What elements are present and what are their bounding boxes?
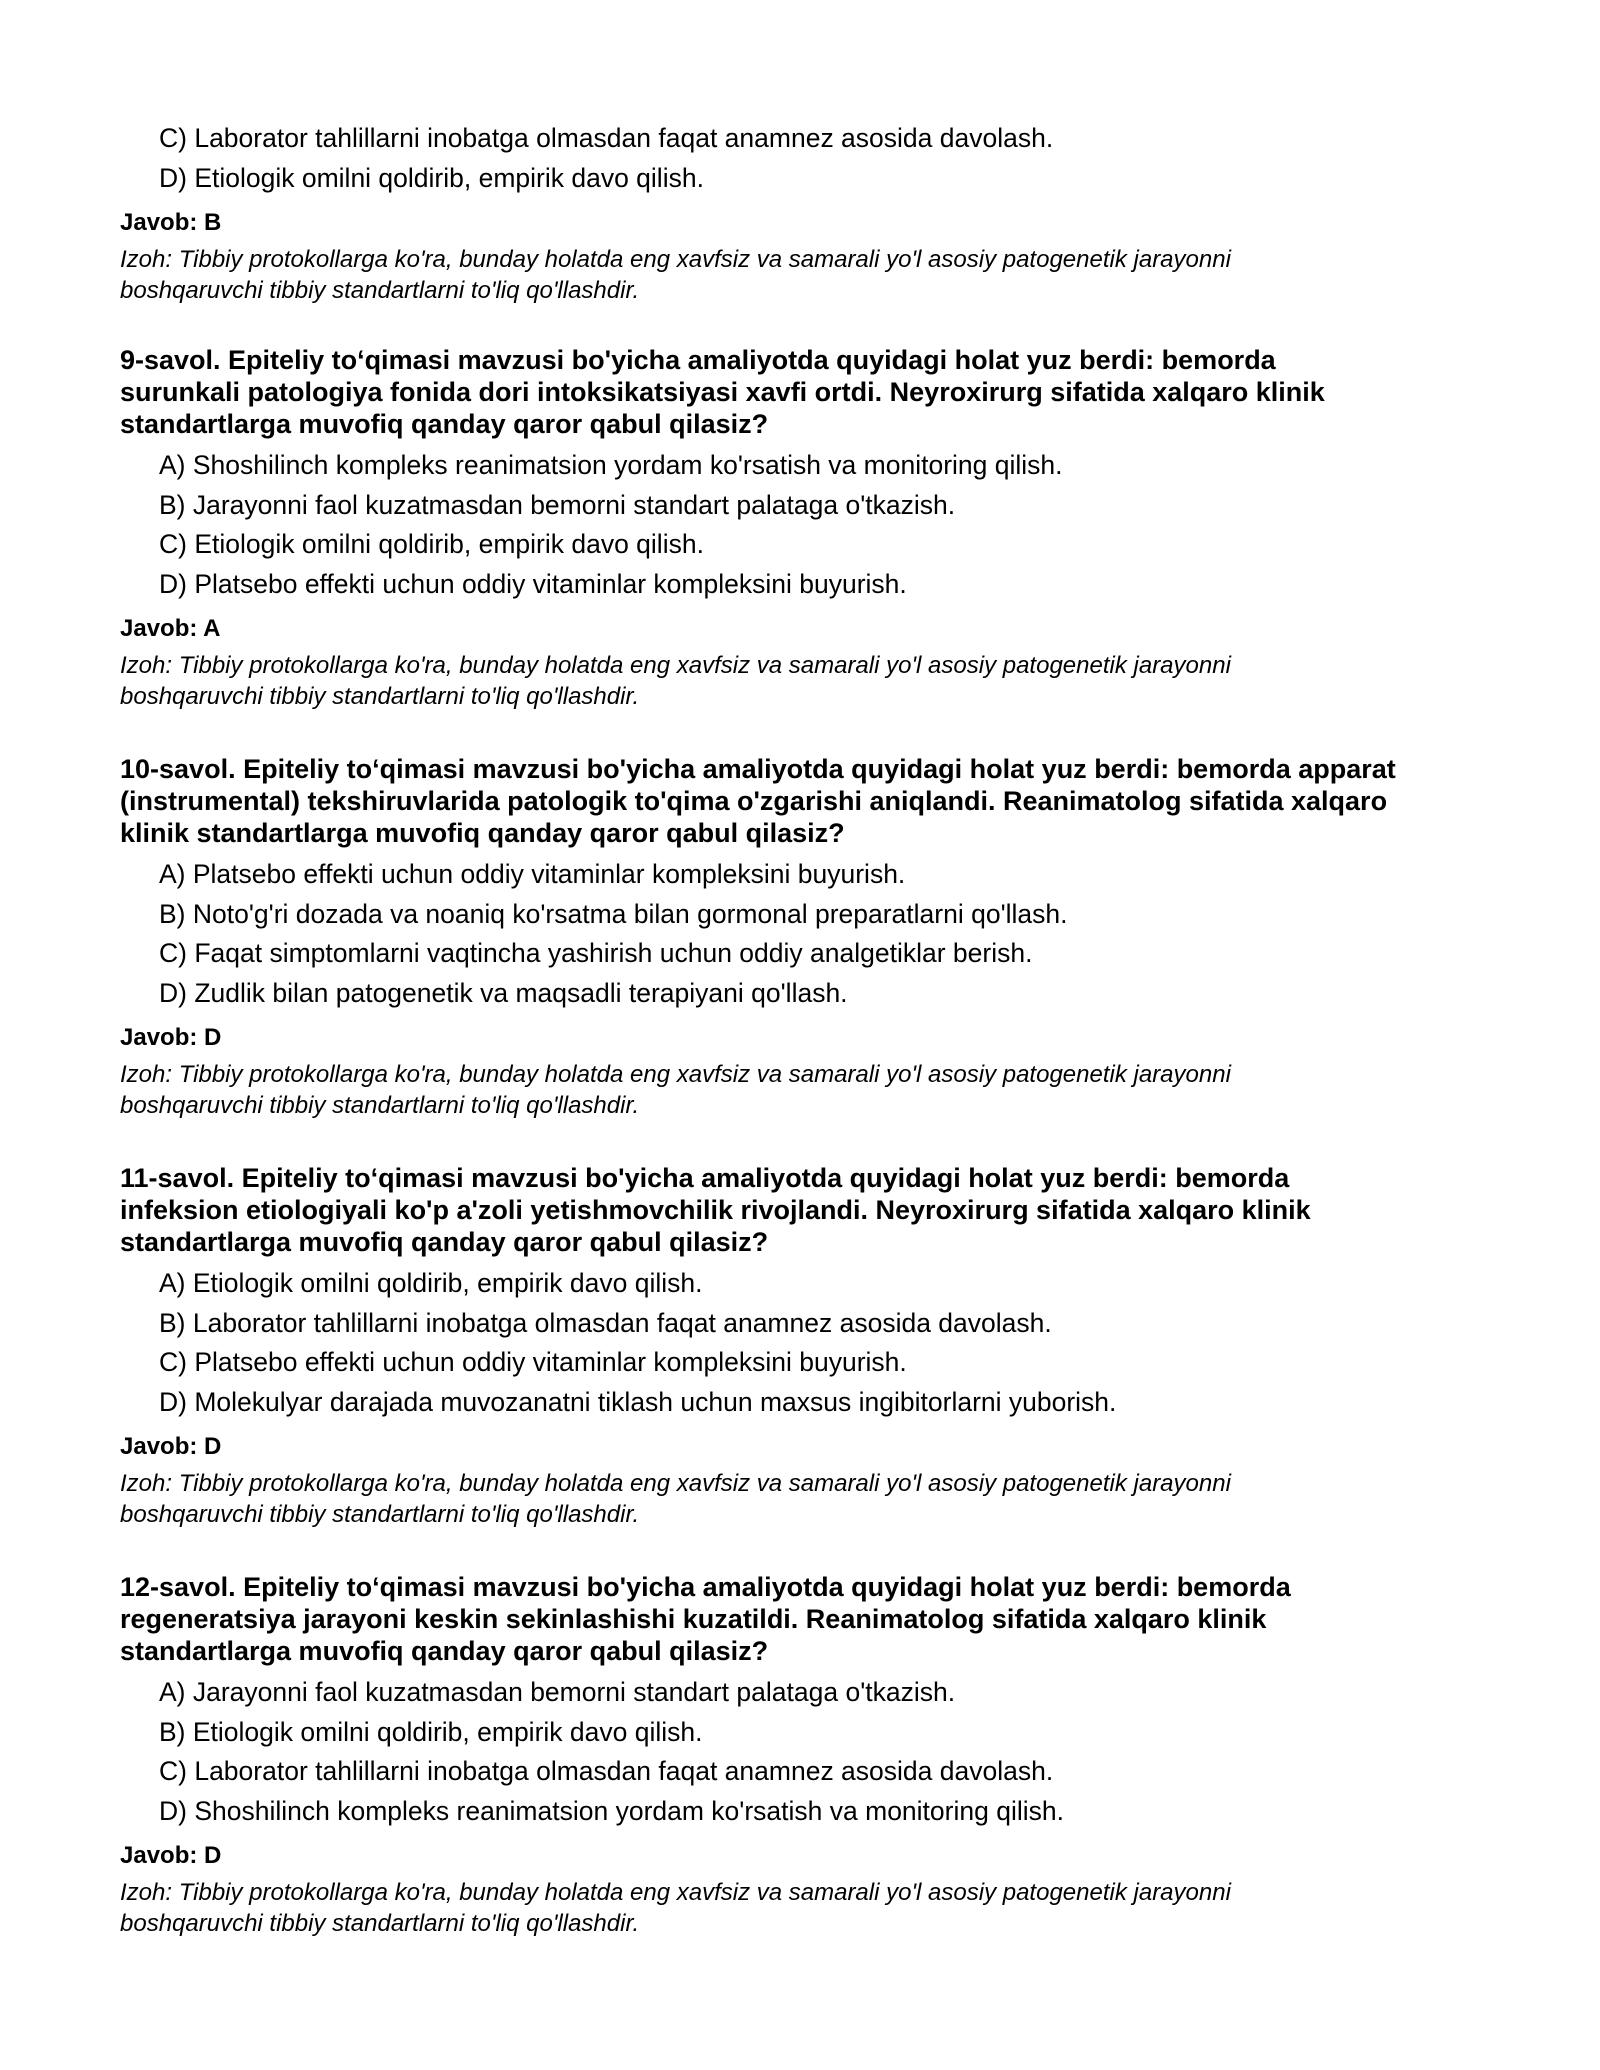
question-title-line: standartlarga muvofiq qanday qaror qabul qilasiz? bbox=[120, 1227, 769, 1257]
option-b: B) Etiologik omilni qoldirib, empirik davo qilish. bbox=[159, 1716, 703, 1747]
question-title bbox=[120, 753, 1500, 849]
note-line: Izoh: Tibbiy protokollarga ko'ra, bunday holatda eng xavfsiz va samarali yo'l asosiy patogenetik jarayonni bbox=[120, 246, 1231, 273]
option-c: C) Etiologik omilni qoldirib, empirik davo qilish. bbox=[159, 529, 704, 559]
answer-label: Javob: D bbox=[120, 1433, 222, 1460]
explanation-note bbox=[120, 1877, 1500, 1939]
explanation-note bbox=[120, 244, 1500, 306]
question-title bbox=[120, 1571, 1500, 1667]
question-title bbox=[120, 1162, 1500, 1258]
note-line: Izoh: Tibbiy protokollarga ko'ra, bunday holatda eng xavfsiz va samarali yo'l asosiy patogenetik jarayonni bbox=[120, 1470, 1231, 1497]
note-line: boshqaruvchi tibbiy standartlarni to'liq qo'llashdir. bbox=[120, 1092, 640, 1119]
option-c: C) Laborator tahlillarni inobatga olmasdan faqat anamnez asosida davolash. bbox=[159, 1756, 1054, 1786]
option-b: B) Laborator tahlillarni inobatga olmasdan faqat anamnez asosida davolash. bbox=[159, 1307, 1052, 1338]
question-title-line: 11-savol. Epiteliy to‘qimasi mavzusi bo'yicha amaliyotda quyidagi holat yuz berdi: bemorda bbox=[120, 1163, 1290, 1193]
question-title-line: infeksion etiologiyali ko'p a'zoli yetishmovchilik rivojlandi. Neyroxirurg sifatida xalqaro klinik bbox=[120, 1195, 1311, 1225]
question-title-line: regeneratsiya jarayoni keskin sekinlashishi kuzatildi. Reanimatolog sifatida xalqaro klinik bbox=[120, 1604, 1267, 1634]
question-title-line: 12-savol. Epiteliy to‘qimasi mavzusi bo'yicha amaliyotda quyidagi holat yuz berdi: bemorda bbox=[120, 1572, 1291, 1602]
question-11 bbox=[120, 1162, 1500, 1530]
option-a: A) Platsebo effekti uchun oddiy vitaminlar kompleksini buyurish. bbox=[159, 859, 906, 889]
answer-label: Javob: D bbox=[120, 1024, 222, 1051]
note-line: boshqaruvchi tibbiy standartlarni to'liq qo'llashdir. bbox=[120, 1910, 640, 1937]
question-9 bbox=[120, 344, 1500, 712]
previous-question-tail bbox=[120, 119, 1500, 306]
option-c: C) Laborator tahlillarni inobatga olmasdan faqat anamnez asosida davolash. bbox=[159, 123, 1054, 153]
answer-label: Javob: A bbox=[120, 615, 221, 642]
option-a: A) Shoshilinch kompleks reanimatsion yordam ko'rsatish va monitoring qilish. bbox=[159, 450, 1063, 480]
option-b: B) Noto'g'ri dozada va noaniq ko'rsatma bilan gormonal preparatlarni qo'llash. bbox=[159, 898, 1068, 929]
option-a: A) Etiologik omilni qoldirib, empirik davo qilish. bbox=[159, 1268, 703, 1298]
answer-label: Javob: D bbox=[120, 1842, 222, 1869]
option-d: D) Zudlik bilan patogenetik va maqsadli terapiyani qo'llash. bbox=[159, 977, 848, 1008]
option-c: C) Faqat simptomlarni vaqtincha yashirish uchun oddiy analgetiklar berish. bbox=[159, 938, 1033, 968]
question-title-line: standartlarga muvofiq qanday qaror qabul qilasiz? bbox=[120, 1636, 769, 1666]
option-d: D) Molekulyar darajada muvozanatni tiklash uchun maxsus ingibitorlarni yuborish. bbox=[159, 1386, 1117, 1417]
note-line: boshqaruvchi tibbiy standartlarni to'liq qo'llashdir. bbox=[120, 277, 640, 304]
question-12 bbox=[120, 1571, 1500, 1939]
question-title-line: surunkali patologiya fonida dori intoksikatsiyasi xavfi ortdi. Neyroxirurg sifatida xalqaro klinik bbox=[120, 377, 1325, 407]
note-line: boshqaruvchi tibbiy standartlarni to'liq qo'llashdir. bbox=[120, 1501, 640, 1528]
option-a: A) Jarayonni faol kuzatmasdan bemorni standart palataga o'tkazish. bbox=[159, 1677, 956, 1707]
option-d: D) Shoshilinch kompleks reanimatsion yordam ko'rsatish va monitoring qilish. bbox=[159, 1795, 1064, 1826]
question-title-line: 10-savol. Epiteliy to‘qimasi mavzusi bo'yicha amaliyotda quyidagi holat yuz berdi: bemorda apparat bbox=[120, 754, 1396, 784]
note-line: boshqaruvchi tibbiy standartlarni to'liq qo'llashdir. bbox=[120, 683, 640, 710]
question-10 bbox=[120, 753, 1500, 1121]
question-title-line: standartlarga muvofiq qanday qaror qabul qilasiz? bbox=[120, 409, 769, 439]
note-line: Izoh: Tibbiy protokollarga ko'ra, bunday holatda eng xavfsiz va samarali yo'l asosiy patogenetik jarayonni bbox=[120, 1879, 1231, 1906]
question-title-line: 9-savol. Epiteliy to‘qimasi mavzusi bo'yicha amaliyotda quyidagi holat yuz berdi: bemorda bbox=[120, 345, 1276, 375]
answer-label: Javob: B bbox=[120, 209, 222, 236]
question-title-line: klinik standartlarga muvofiq qanday qaror qabul qilasiz? bbox=[120, 818, 845, 848]
question-title bbox=[120, 344, 1500, 440]
explanation-note bbox=[120, 1468, 1500, 1530]
option-c: C) Platsebo effekti uchun oddiy vitaminlar kompleksini buyurish. bbox=[159, 1347, 907, 1377]
option-d: D) Etiologik omilni qoldirib, empirik davo qilish. bbox=[159, 162, 704, 193]
explanation-note bbox=[120, 1059, 1500, 1121]
option-b: B) Jarayonni faol kuzatmasdan bemorni standart palataga o'tkazish. bbox=[159, 489, 956, 520]
note-line: Izoh: Tibbiy protokollarga ko'ra, bunday holatda eng xavfsiz va samarali yo'l asosiy patogenetik jarayonni bbox=[120, 1061, 1231, 1088]
option-d: D) Platsebo effekti uchun oddiy vitaminlar kompleksini buyurish. bbox=[159, 568, 907, 599]
explanation-note bbox=[120, 650, 1500, 712]
note-line: Izoh: Tibbiy protokollarga ko'ra, bunday holatda eng xavfsiz va samarali yo'l asosiy patogenetik jarayonni bbox=[120, 652, 1231, 679]
question-title-line: (instrumental) tekshiruvlarida patologik to'qima o'zgarishi aniqlandi. Reanimatolog sifatida xalqaro bbox=[120, 786, 1388, 816]
